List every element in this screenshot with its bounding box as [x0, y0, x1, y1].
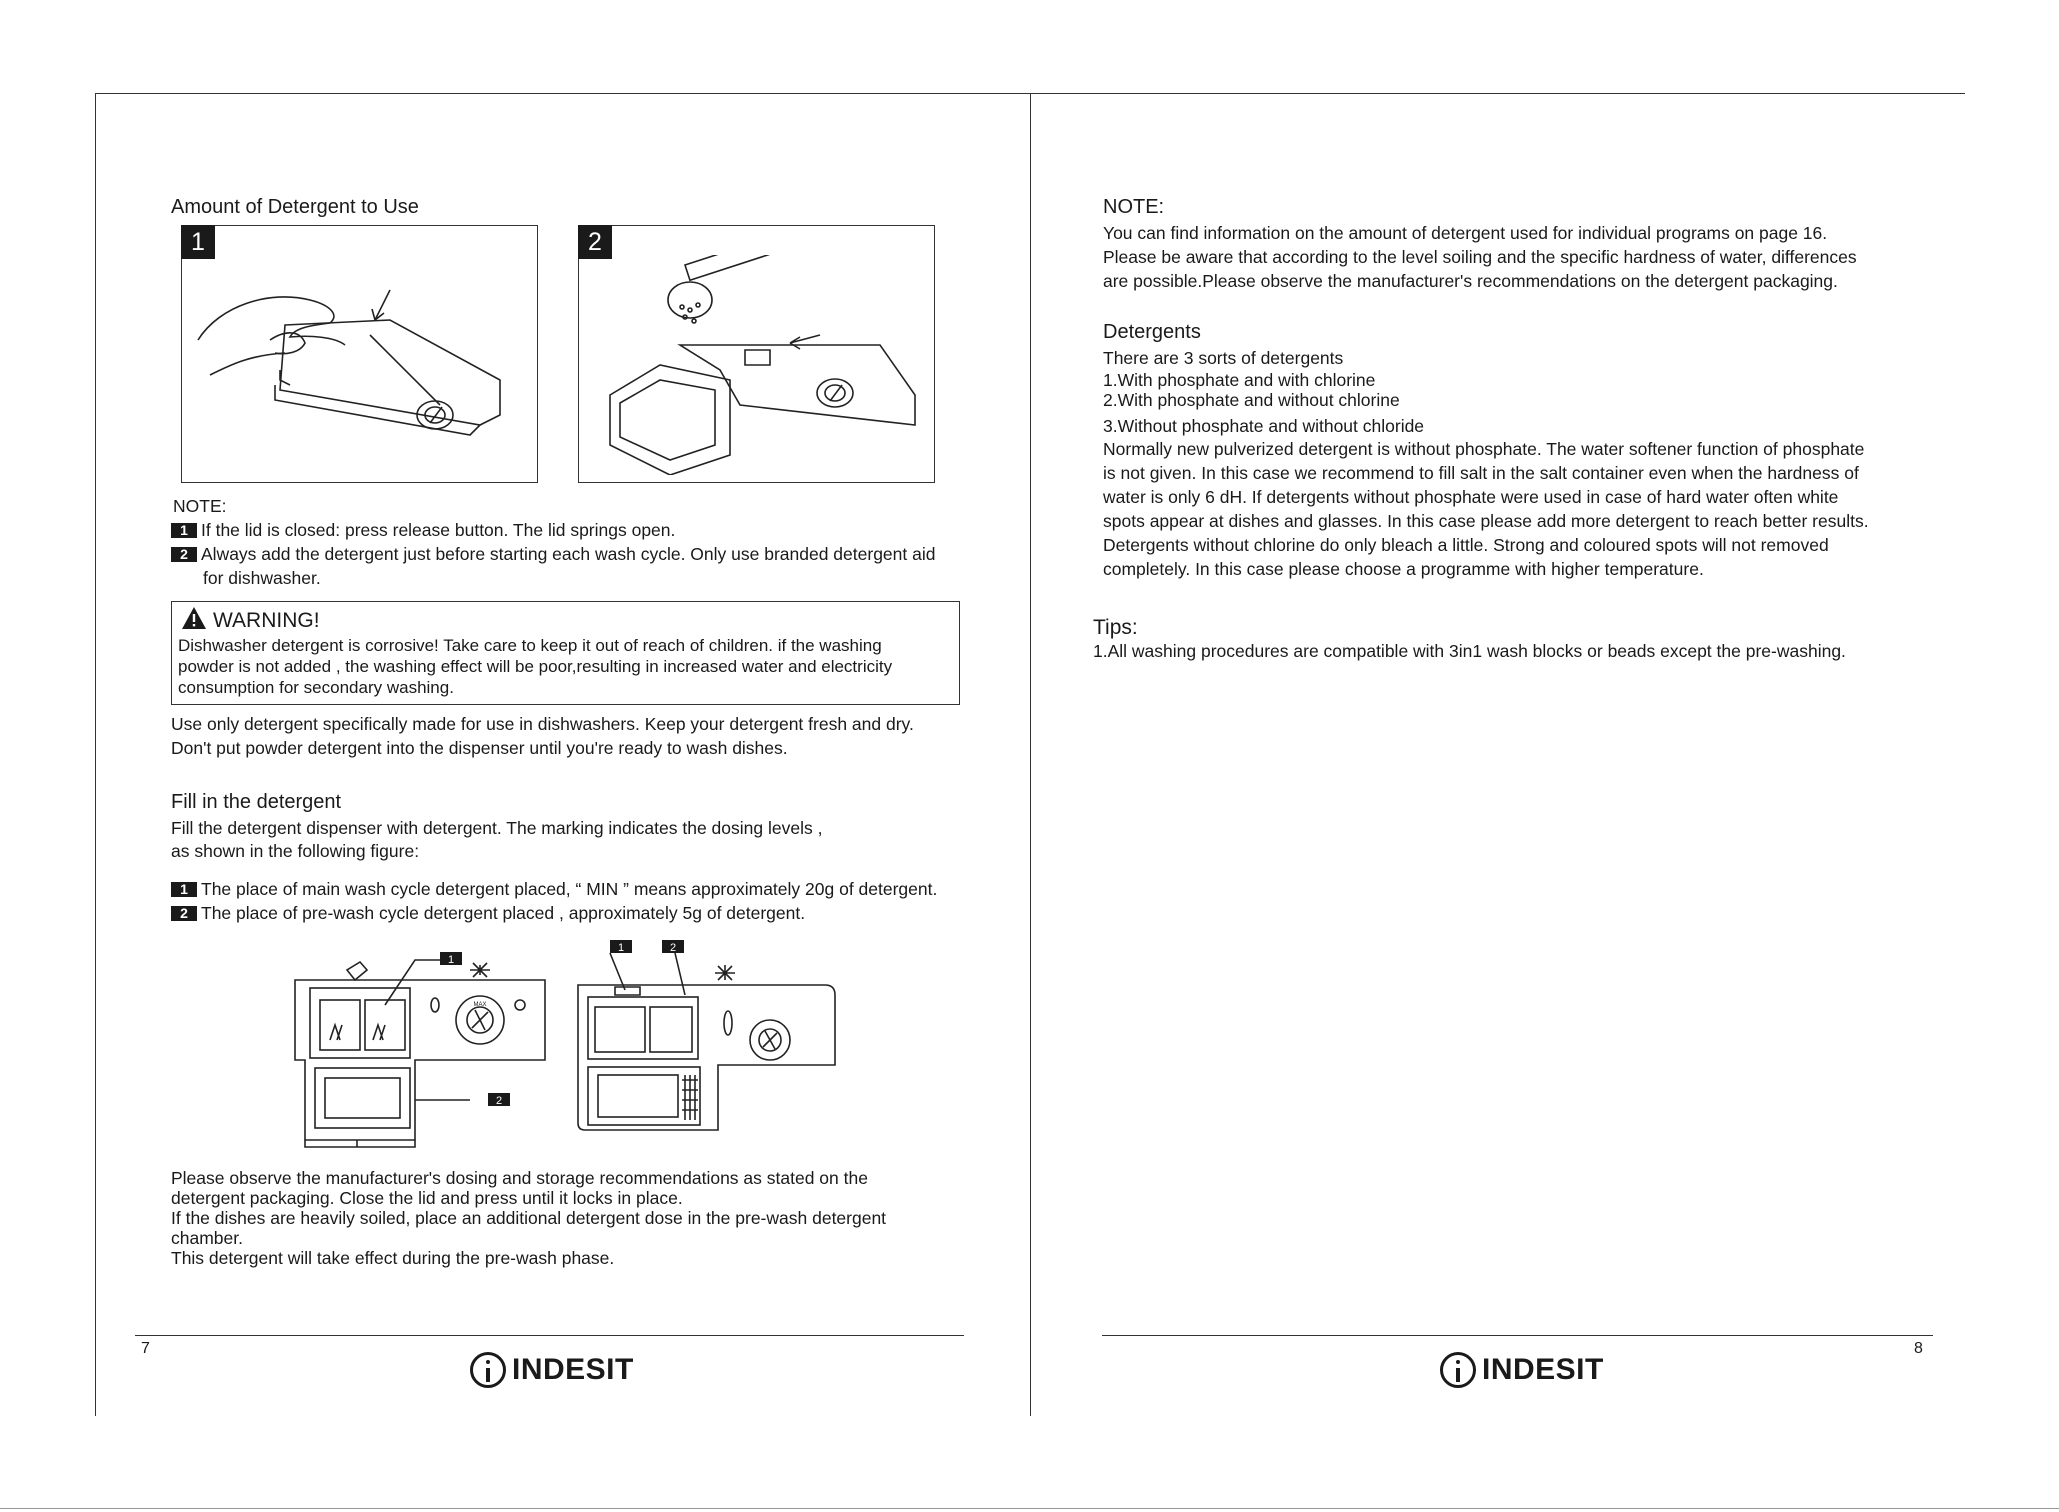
fill-item-1 — [171, 877, 937, 901]
left-border — [95, 93, 96, 1416]
use-only-line-1: Use only detergent specifically made for use in dishwashers. Keep your detergent fresh and dry. — [171, 714, 914, 734]
warning-title: WARNING! — [213, 609, 320, 632]
observe-line-2: detergent packaging. Close the lid and press until it locks in place. — [171, 1188, 683, 1208]
badge-2: 2 — [171, 906, 197, 921]
diagram-a-label-2: 2 — [495, 1095, 503, 1107]
warning-triangle-icon — [181, 606, 207, 630]
diagram-a-label-1: 1 — [447, 954, 455, 966]
figure-2-number: 2 — [578, 225, 612, 259]
detergent-line-9: Detergents without chlorine do only bleach a little. Strong and coloured spots will not removed — [1103, 535, 1829, 555]
indesit-logo-icon — [1440, 1352, 1476, 1388]
detergent-line-10: completely. In this case please choose a programme with higher temperature. — [1103, 559, 1704, 579]
indesit-logo-icon — [470, 1352, 506, 1388]
warning-line-3: consumption for secondary washing. — [178, 678, 454, 697]
note-item-2-continued: for dishwasher. — [203, 568, 321, 588]
badge-2: 2 — [171, 547, 197, 562]
center-divider — [1030, 93, 1031, 1416]
tips-line-1: 1.All washing procedures are compatible with 3in1 wash blocks or beads except the pre-washing. — [1093, 641, 1846, 661]
figure-1-dispenser-illustration — [190, 265, 525, 475]
detergent-line-3: 2.With phosphate and without chlorine — [1103, 390, 1400, 410]
badge-1: 1 — [171, 523, 197, 538]
right-note-label: NOTE: — [1103, 196, 1165, 218]
warning-line-2: powder is not added , the washing effect will be poor,resulting in increased water and electricity — [178, 657, 893, 676]
note-item-1 — [171, 518, 675, 542]
detergent-line-6: is not given. In this case we recommend to fill salt in the salt container even when the hardness of — [1103, 463, 1859, 483]
heading-detergents: Detergents — [1103, 321, 1201, 343]
fill-line-2: as shown in the following figure: — [171, 841, 420, 861]
fill-item-2-text: The place of pre-wash cycle detergent placed , approximately 5g of detergent. — [201, 903, 806, 923]
detergent-line-4: 3.Without phosphate and without chloride — [1103, 416, 1425, 436]
note-item-2 — [171, 542, 935, 566]
note-item-2-text: Always add the detergent just before starting each wash cycle. Only use branded detergent aid — [201, 544, 936, 564]
figure-1-number: 1 — [181, 225, 215, 259]
figure-2-dispenser-illustration — [590, 255, 925, 475]
heading-fill-detergent: Fill in the detergent — [171, 791, 342, 813]
page-number-right: 8 — [1914, 1340, 1923, 1357]
heading-amount-of-detergent: Amount of Detergent to Use — [171, 196, 419, 218]
detergent-line-2: 1.With phosphate and with chlorine — [1103, 370, 1376, 390]
page-number-left: 7 — [141, 1340, 150, 1357]
detergent-line-5: Normally new pulverized detergent is without phosphate. The water softener function of phosphate — [1103, 439, 1865, 459]
left-footer-rule — [135, 1335, 964, 1336]
diagram-b-label-2: 2 — [669, 942, 677, 954]
detergent-line-7: water is only 6 dH. If detergents without phosphate were used in case of hard water often white — [1103, 487, 1839, 507]
right-note-line-2: Please be aware that according to the level soiling and the specific hardness of water, differences — [1103, 247, 1857, 267]
observe-line-3: If the dishes are heavily soiled, place an additional detergent dose in the pre-wash detergent — [171, 1208, 887, 1228]
fill-item-2 — [171, 901, 805, 925]
note-item-1-text: If the lid is closed: press release button. The lid springs open. — [201, 520, 676, 540]
diagram-max-label: MAX — [473, 1002, 487, 1008]
dispenser-diagram-open — [285, 940, 555, 1150]
use-only-line-2: Don't put powder detergent into the dispenser until you're ready to wash dishes. — [171, 738, 788, 758]
brand-logo-left — [470, 1352, 634, 1388]
brand-logo-right — [1440, 1352, 1604, 1388]
heading-tips: Tips: — [1093, 616, 1138, 639]
right-note-line-3: are possible.Please observe the manufacturer's recommendations on the detergent packaging. — [1103, 271, 1838, 291]
note-label: NOTE: — [173, 496, 227, 516]
warning-line-1: Dishwasher detergent is corrosive! Take care to keep it out of reach of children. if the washing — [178, 636, 882, 655]
dispenser-diagram-closed — [570, 935, 840, 1140]
badge-1: 1 — [171, 882, 197, 897]
diagram-b-label-1: 1 — [617, 942, 625, 954]
observe-line-4: chamber. — [171, 1228, 243, 1248]
brand-name-right: INDESIT — [1482, 1353, 1604, 1386]
right-note-line-1: You can find information on the amount of detergent used for individual programs on page 16. — [1103, 223, 1828, 243]
fill-item-1-text: The place of main wash cycle detergent placed, “ MIN ” means approximately 20g of detergent. — [201, 879, 938, 899]
brand-name-left: INDESIT — [512, 1353, 634, 1386]
bottom-page-edge — [0, 1508, 2059, 1509]
observe-line-5: This detergent will take effect during the pre-wash phase. — [171, 1248, 615, 1268]
detergent-line-8: spots appear at dishes and glasses. In this case please add more detergent to reach better results. — [1103, 511, 1869, 531]
right-footer-rule — [1102, 1335, 1933, 1336]
observe-line-1: Please observe the manufacturer's dosing and storage recommendations as stated on the — [171, 1168, 868, 1188]
fill-line-1: Fill the detergent dispenser with detergent. The marking indicates the dosing levels , — [171, 818, 823, 838]
detergent-line-1: There are 3 sorts of detergents — [1103, 348, 1344, 368]
